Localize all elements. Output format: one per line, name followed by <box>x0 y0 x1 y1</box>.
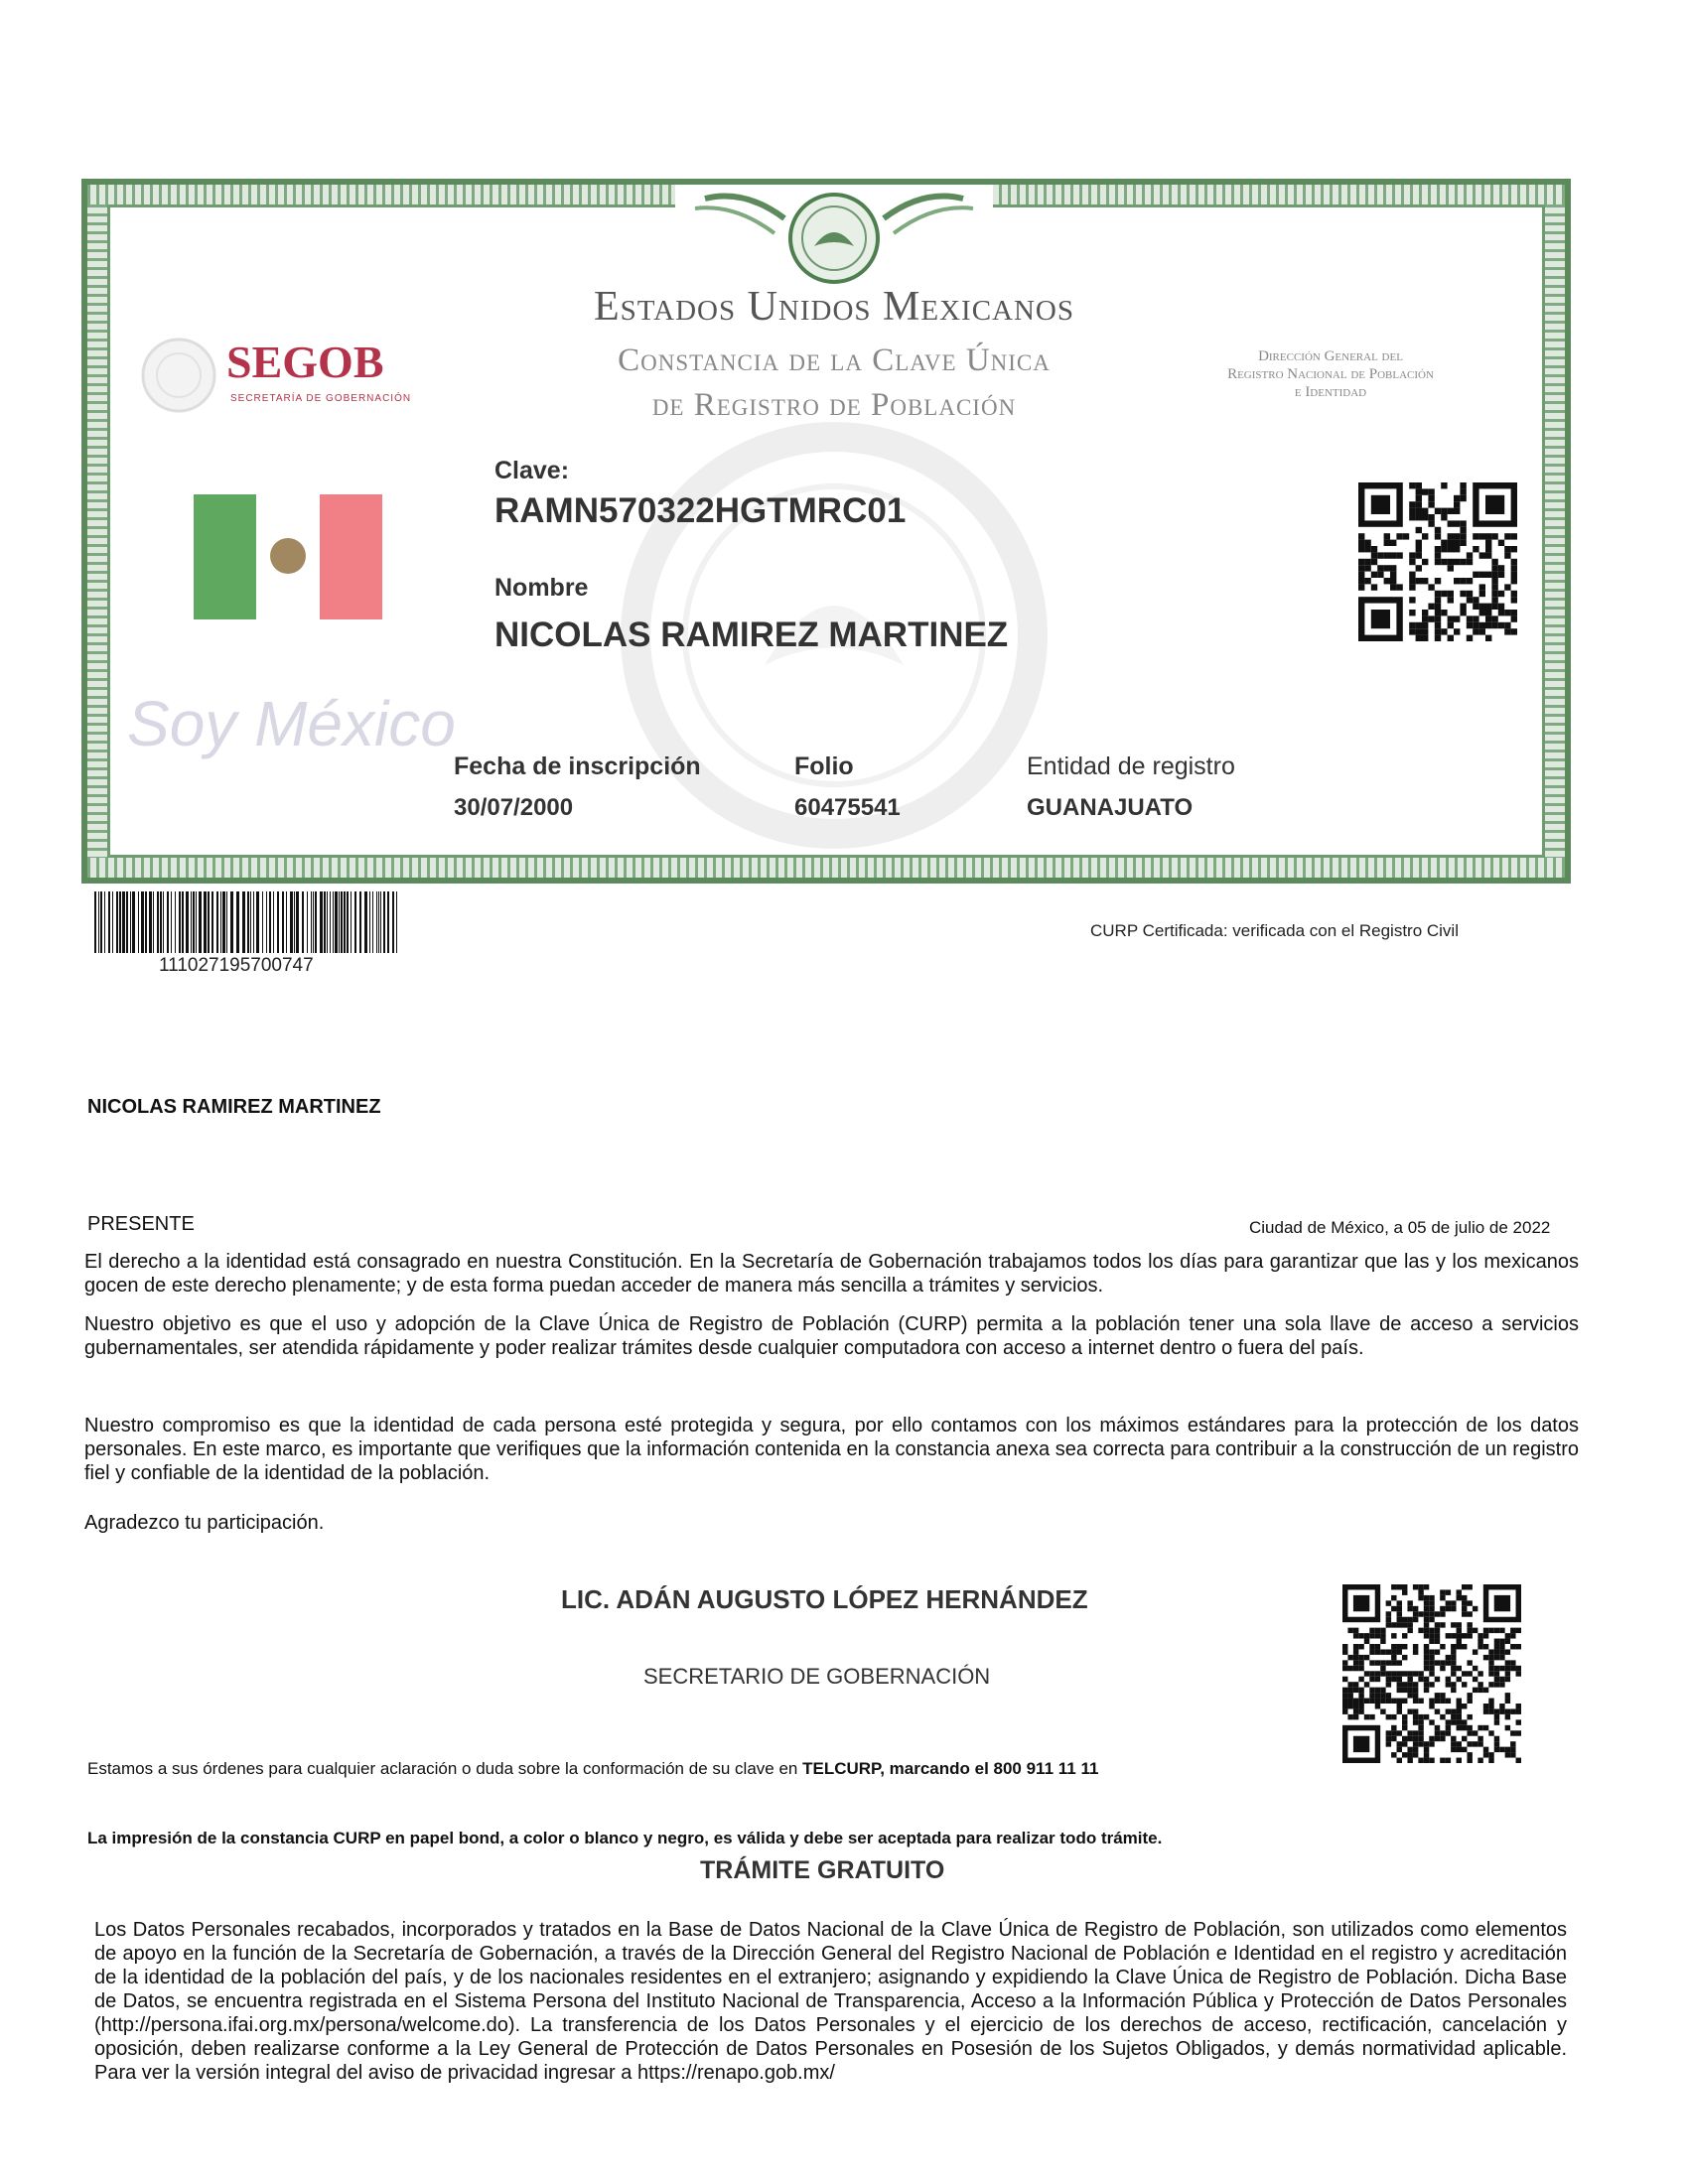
agency-name: SEGOB <box>226 337 384 387</box>
bond-paper-notice: La impresión de la constancia CURP en papel bond, a color o blanco y negro, es válida y debe ser aceptada para realizar todo trámite. <box>87 1829 1163 1847</box>
qr-code-icon <box>1342 1584 1521 1763</box>
document-title-line2: de Registro de Población <box>651 387 1017 423</box>
segob-seal-icon <box>139 336 218 415</box>
folio-label: Folio <box>794 752 854 780</box>
national-emblem-icon <box>675 179 993 288</box>
curp-certified-note: CURP Certificada: verificada con el Registro Civil <box>1090 921 1459 940</box>
nombre-value: NICOLAS RAMIREZ MARTINEZ <box>494 615 1009 654</box>
folio-value: 60475541 <box>794 794 901 821</box>
slogan: Soy México <box>127 688 456 759</box>
addressee: NICOLAS RAMIREZ MARTINEZ <box>87 1096 381 1118</box>
signer-name: LIC. ADÁN AUGUSTO LÓPEZ HERNÁNDEZ <box>561 1584 1088 1614</box>
qr-code-icon <box>1358 482 1517 641</box>
place-date: Ciudad de México, a 05 de julio de 2022 <box>1249 1218 1551 1237</box>
paragraph-identity: El derecho a la identidad está consagrado en nuestra Constitución. En la Secretaría de Gobernación trabajamos todos los días para garantizar que las y los mexicanos gocen de este derecho plenamente; y de esta forma puedan acceder de manera más sencilla a trámites y servicios. <box>84 1251 1579 1297</box>
clave-value: RAMN570322HGTMRC01 <box>494 491 907 530</box>
document-title-line1: Constancia de la Clave Única <box>618 342 1051 378</box>
thanks: Agradezco tu participación. <box>84 1512 325 1534</box>
paragraph-commitment: Nuestro compromiso es que la identidad de cada persona esté protegida y segura, por ello contamos con los máximos estándares para la protección de los datos personales. En este marco, es importante que verifiques que la información contenida en la constancia anexa sea correcta para contribuir a la construcción de un registro fiel y confiable de la identidad de la población. <box>84 1415 1579 1484</box>
mexican-flag-icon <box>194 494 382 619</box>
clave-label: Clave: <box>494 457 570 484</box>
fecha-inscripcion-value: 30/07/2000 <box>454 794 574 821</box>
directorate-name: Dirección General del Registro Nacional de Población e Identidad <box>1227 348 1434 400</box>
privacy-notice: Los Datos Personales recabados, incorporados y tratados en la Base de Datos Nacional de la Clave Única de Registro de Población, son utilizados como elementos de apoyo en la función de la Secretaría de Gobernación, a través de la Dirección General del Registro Nacional de Población e Identidad en el registro y acreditación de la identidad de la población del país, y de los nacionales residentes en el extranjero; asignando y expidiendo la Clave Única de Registro de Población. Dicha Base de Datos, se encuentra registrada en el Sistema Persona del Instituto Nacional de Transparencia, Acceso a la Información Pública y Protección de Datos Personales (http://persona.ifai.org.mx/persona/welcome.do). La transferencia de los Datos Personales y el ejercicio de los derechos de acceso, rectificación, cancelación y oposición, deben realizarse conforme a la Ley General de Protección de Datos Personales en Posesión de los Sujetos Obligados, y demás normatividad aplicable. Para ver la versión integral del aviso de privacidad ingresar a https://renapo.gob.mx/ <box>94 1919 1567 2084</box>
agency-subtitle: SECRETARÍA DE GOBERNACIÓN <box>230 393 412 404</box>
free-procedure: TRÁMITE GRATUITO <box>700 1856 945 1884</box>
country-title: Estados Unidos Mexicanos <box>593 284 1075 330</box>
telcurp-phone: TELCURP, marcando el 800 911 11 11 <box>802 1759 1099 1778</box>
barcode-icon <box>94 891 402 953</box>
signer-title: SECRETARIO DE GOBERNACIÓN <box>643 1664 991 1689</box>
paragraph-objective: Nuestro objetivo es que el uso y adopción de la Clave Única de Registro de Población (CURP) permita a la población tener una sola llave de acceso a servicios gubernamentales, ser atendida rápidamente y poder realizar trámites desde cualquier computadora con acceso a internet dentro o fuera del país. <box>84 1313 1579 1359</box>
nombre-label: Nombre <box>494 574 589 602</box>
fecha-inscripcion-label: Fecha de inscripción <box>454 752 701 780</box>
entidad-value: GUANAJUATO <box>1027 794 1194 821</box>
barcode-number: 111027195700747 <box>159 955 314 976</box>
telcurp-notice <box>87 1759 1098 1779</box>
telcurp-text: Estamos a sus órdenes para cualquier aclaración o duda sobre la conformación de su clave en <box>87 1759 798 1778</box>
entidad-label: Entidad de registro <box>1027 752 1235 780</box>
greeting: PRESENTE <box>87 1213 195 1235</box>
